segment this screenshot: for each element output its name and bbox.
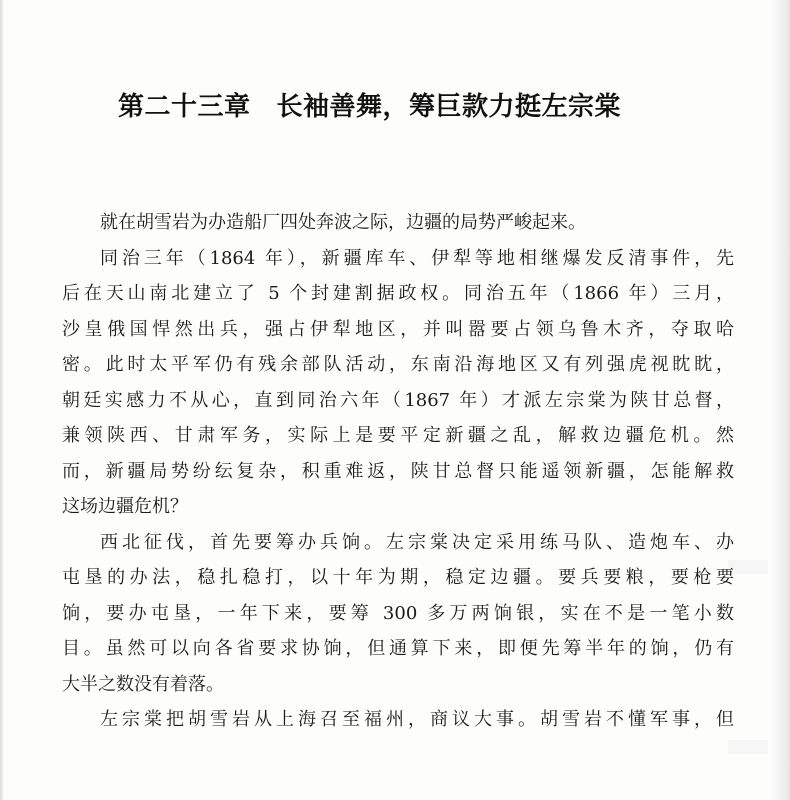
text-line: 朝廷实感力不从心，直到同治六年（1867 年）才派左宗棠为陕甘总督，	[62, 389, 734, 411]
text-line: 兼领陕西、甘肃军务，实际上是要平定新疆之乱，解救边疆危机。然	[62, 425, 734, 446]
chapter-number: 第二十三章	[118, 92, 251, 122]
text-line: 后在天山南北建立了 5 个封建割据政权。同治五年（1866 年）三月，	[62, 283, 734, 304]
text-line: 密。此时太平军仍有残余部队活动，东南沿海地区又有列强虎视眈眈，	[62, 354, 734, 375]
text-line: 大半之数没有着落。	[62, 673, 224, 695]
text-line: 饷，要办屯垦，一年下来，要筹 300 多万两饷银，实在不是一笔小数	[62, 602, 734, 624]
page-left-edge	[0, 0, 4, 800]
text-line: 就在胡雪岩为办造船厂四处奔波之际，边疆的局势严峻起来。	[100, 212, 586, 233]
text-line: 这场边疆危机？	[62, 496, 188, 517]
text-line: 左宗棠把胡雪岩从上海召至福州，商议大事。胡雪岩不懂军事，但	[100, 709, 734, 730]
bleed-through-mark	[728, 560, 768, 574]
text-line: 同治三年（1864 年），新疆库车、伊犁等地相继爆发反清事件，先	[100, 247, 734, 269]
text-line: 西北征伐，首先要筹办兵饷。左宗棠决定采用练马队、造炮车、办	[100, 531, 734, 553]
chapter-heading: 长袖善舞，筹巨款力挺左宗棠	[276, 92, 622, 122]
chapter-title	[118, 86, 678, 123]
page-right-edge	[770, 0, 790, 800]
text-line: 屯垦的办法，稳扎稳打，以十年为期，稳定边疆。要兵要粮，要枪要	[62, 567, 734, 588]
text-line: 而，新疆局势纷纭复杂，积重难返，陕甘总督只能遥领新疆，怎能解救	[62, 460, 734, 482]
text-line: 沙皇俄国悍然出兵，强占伊犁地区，并叫嚣要占领乌鲁木齐，夺取哈	[62, 318, 734, 340]
bleed-through-mark	[728, 740, 768, 754]
text-line: 目。虽然可以向各省要求协饷，但通算下来，即便先筹半年的饷，仍有	[62, 638, 734, 659]
body-text	[62, 205, 734, 738]
